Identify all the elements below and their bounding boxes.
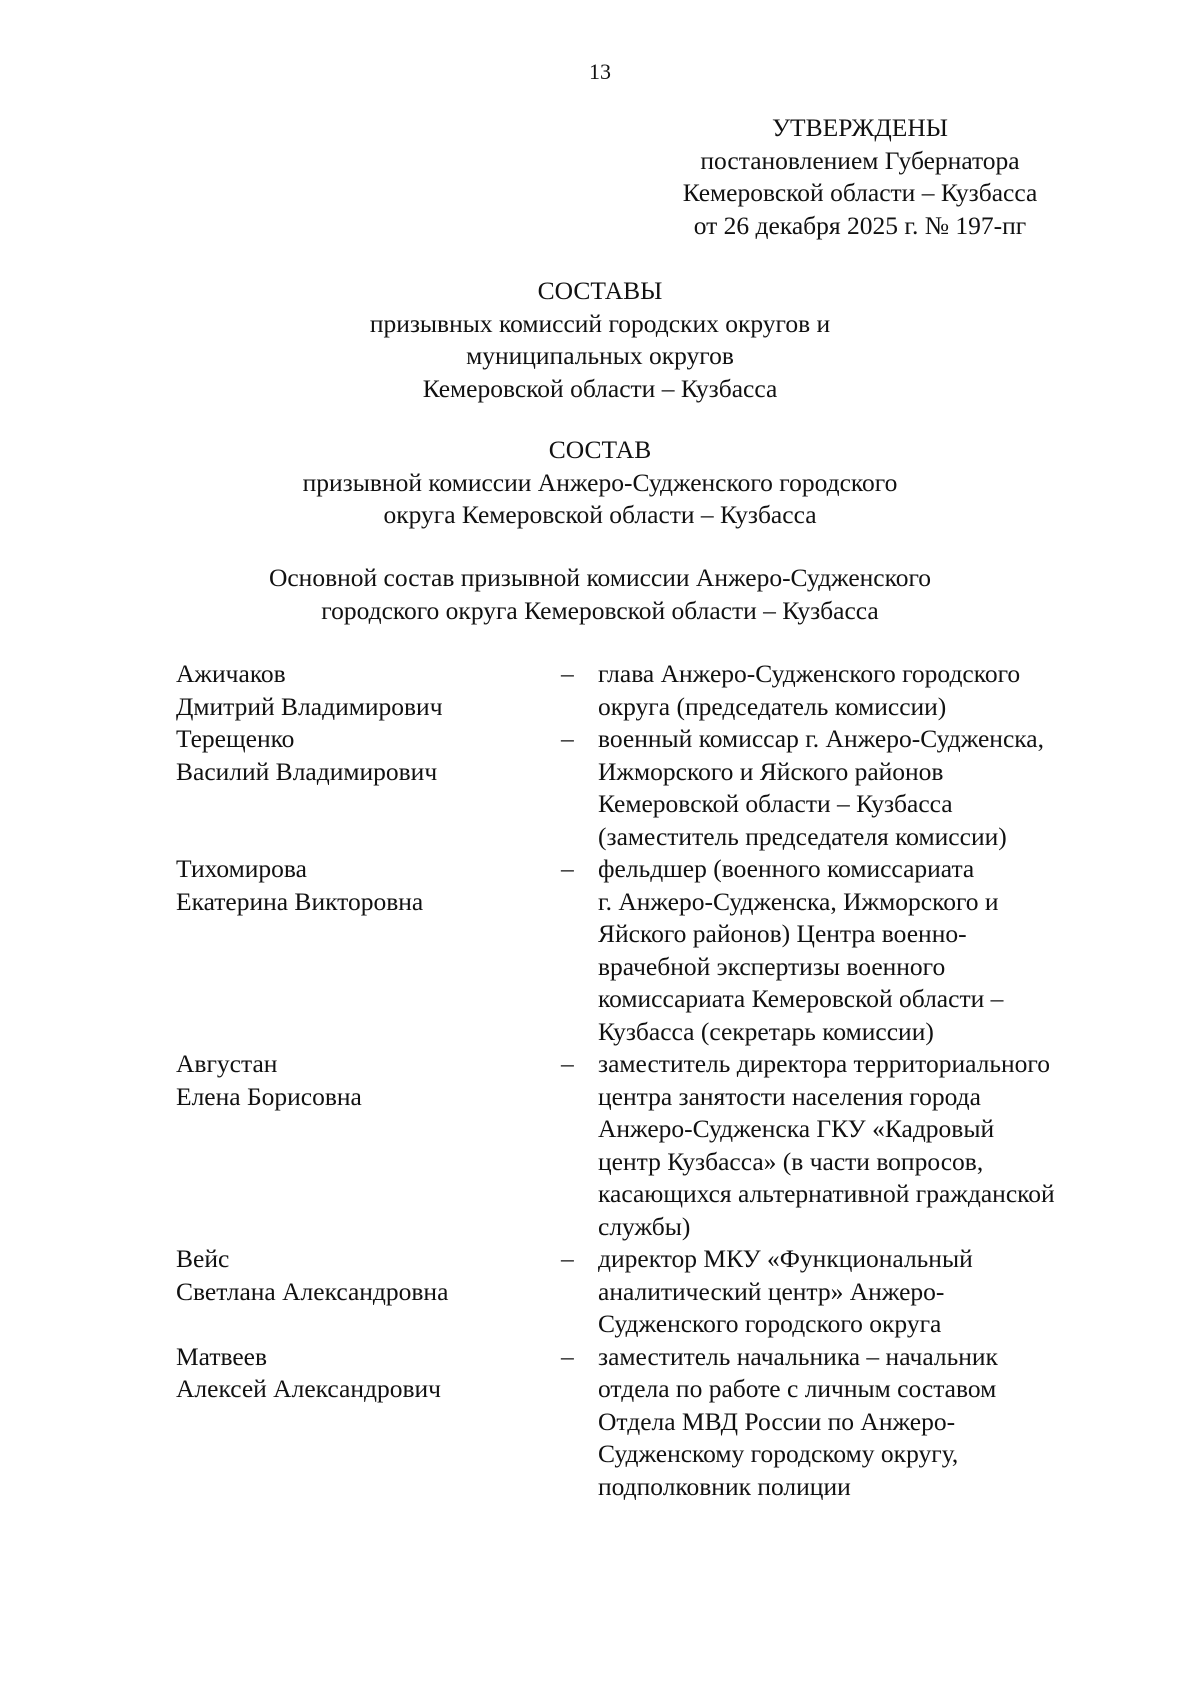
member-entry (176, 1341, 1126, 1504)
member-surname: Терещенко (176, 724, 295, 753)
member-role-line: Анжеро-Судженска ГКУ «Кадровый (598, 1114, 995, 1143)
member-role-line: касающихся альтернативной гражданской (598, 1179, 1055, 1208)
member-role-line: Судженского городского округа (598, 1309, 942, 1338)
member-role-line: Яйского районов) Центра военно- (598, 919, 967, 948)
main-composition-title (0, 562, 1200, 627)
member-surname: Тихомирова (176, 854, 307, 883)
member-surname: Вейс (176, 1244, 230, 1273)
member-role-line: Отдела МВД России по Анжеро- (598, 1406, 956, 1436)
member-role (598, 658, 1118, 723)
member-dash: – (561, 854, 574, 883)
member-surname: Матвеев (176, 1341, 268, 1371)
main-composition-line: городского округа Кемеровской области – Кузбасса (321, 595, 879, 625)
member-role-line: (заместитель председателя комиссии) (598, 821, 1007, 851)
member-role-line: Судженскому городскому округу, (598, 1439, 959, 1468)
composition-title (0, 434, 1200, 532)
member-role-line: аналитический центр» Анжеро- (598, 1276, 945, 1306)
member-entry (176, 658, 1126, 723)
approval-date-line: от 26 декабря 2025 г. № 197-пг (693, 210, 1027, 240)
composition-heading: СОСТАВ (548, 435, 652, 464)
member-dash: – (561, 1049, 574, 1078)
member-role-line: подполковник полиции (598, 1471, 851, 1501)
member-name (176, 1341, 561, 1406)
member-role-line: Ижморского и Яйского районов (598, 756, 944, 786)
main-composition-line: Основной состав призывной комиссии Анжеро-Судженского (268, 563, 932, 592)
member-role (598, 723, 1118, 853)
member-name (176, 658, 561, 723)
compositions-subtitle-line: призывных комиссий городских округов и (369, 308, 831, 338)
member-role-line: центра занятости населения города (598, 1081, 981, 1111)
member-name (176, 723, 561, 788)
member-given-names: Екатерина Викторовна (176, 886, 424, 916)
member-role (598, 1243, 1118, 1341)
member-given-names: Алексей Александрович (176, 1374, 441, 1403)
compositions-title (0, 275, 1200, 405)
compositions-subtitle-line: Кемеровской области – Кузбасса (422, 373, 778, 403)
member-given-names: Василий Владимирович (176, 756, 438, 786)
member-role-line: Кузбасса (секретарь комиссии) (598, 1016, 934, 1046)
compositions-heading: СОСТАВЫ (537, 276, 663, 305)
member-role-line: Кемеровской области – Кузбасса (598, 789, 953, 818)
approval-stamp (560, 112, 1160, 242)
member-role (598, 1341, 1118, 1504)
member-role-line: глава Анжеро-Судженского городского (598, 659, 1021, 688)
approval-line: постановлением Губернатора (700, 145, 1020, 175)
member-role-line: отдела по работе с личным составом (598, 1374, 997, 1403)
member-dash: – (561, 659, 574, 688)
member-role-line: заместитель начальника – начальник (598, 1341, 998, 1371)
approval-heading: УТВЕРЖДЕНЫ (772, 113, 948, 142)
member-role (598, 1048, 1118, 1243)
member-name (176, 1048, 561, 1113)
member-dash: – (561, 1341, 574, 1371)
member-surname: Ажичаков (176, 659, 286, 688)
member-entry (176, 1048, 1126, 1243)
member-role-line: военный комиссар г. Анжеро-Судженска, (598, 724, 1044, 753)
members-list (176, 658, 1126, 1503)
member-role-line: фельдшер (военного комиссариата (598, 854, 975, 883)
member-surname: Августан (176, 1049, 278, 1078)
composition-subtitle-line: округа Кемеровской области – Кузбасса (383, 500, 817, 529)
compositions-subtitle-line: муниципальных округов (466, 341, 734, 370)
composition-subtitle-line: призывной комиссии Анжеро-Судженского городского (302, 467, 898, 497)
member-dash: – (561, 1244, 574, 1273)
member-given-names: Елена Борисовна (176, 1081, 362, 1111)
member-role-line: комиссариата Кемеровской области – (598, 984, 1004, 1013)
member-role-line: центр Кузбасса» (в части вопросов, (598, 1146, 984, 1176)
member-role-line: директор МКУ «Функциональный (598, 1244, 973, 1273)
member-given-names: Дмитрий Владимирович (176, 691, 443, 721)
page-number: 13 (589, 59, 611, 84)
member-role-line: заместитель директора территориального (598, 1049, 1050, 1078)
member-entry (176, 1243, 1126, 1341)
member-role-line: службы) (598, 1211, 691, 1241)
member-dash: – (561, 724, 574, 753)
member-given-names: Светлана Александровна (176, 1276, 449, 1306)
member-role-line: врачебной экспертизы военного (598, 951, 946, 981)
member-name (176, 853, 561, 918)
member-role-line: округа (председатель комиссии) (598, 691, 947, 721)
approval-line: Кемеровской области – Кузбасса (682, 178, 1038, 207)
member-name (176, 1243, 561, 1308)
member-role (598, 853, 1118, 1048)
member-role-line: г. Анжеро-Судженска, Ижморского и (598, 886, 999, 916)
member-entry (176, 723, 1126, 853)
member-entry (176, 853, 1126, 1048)
